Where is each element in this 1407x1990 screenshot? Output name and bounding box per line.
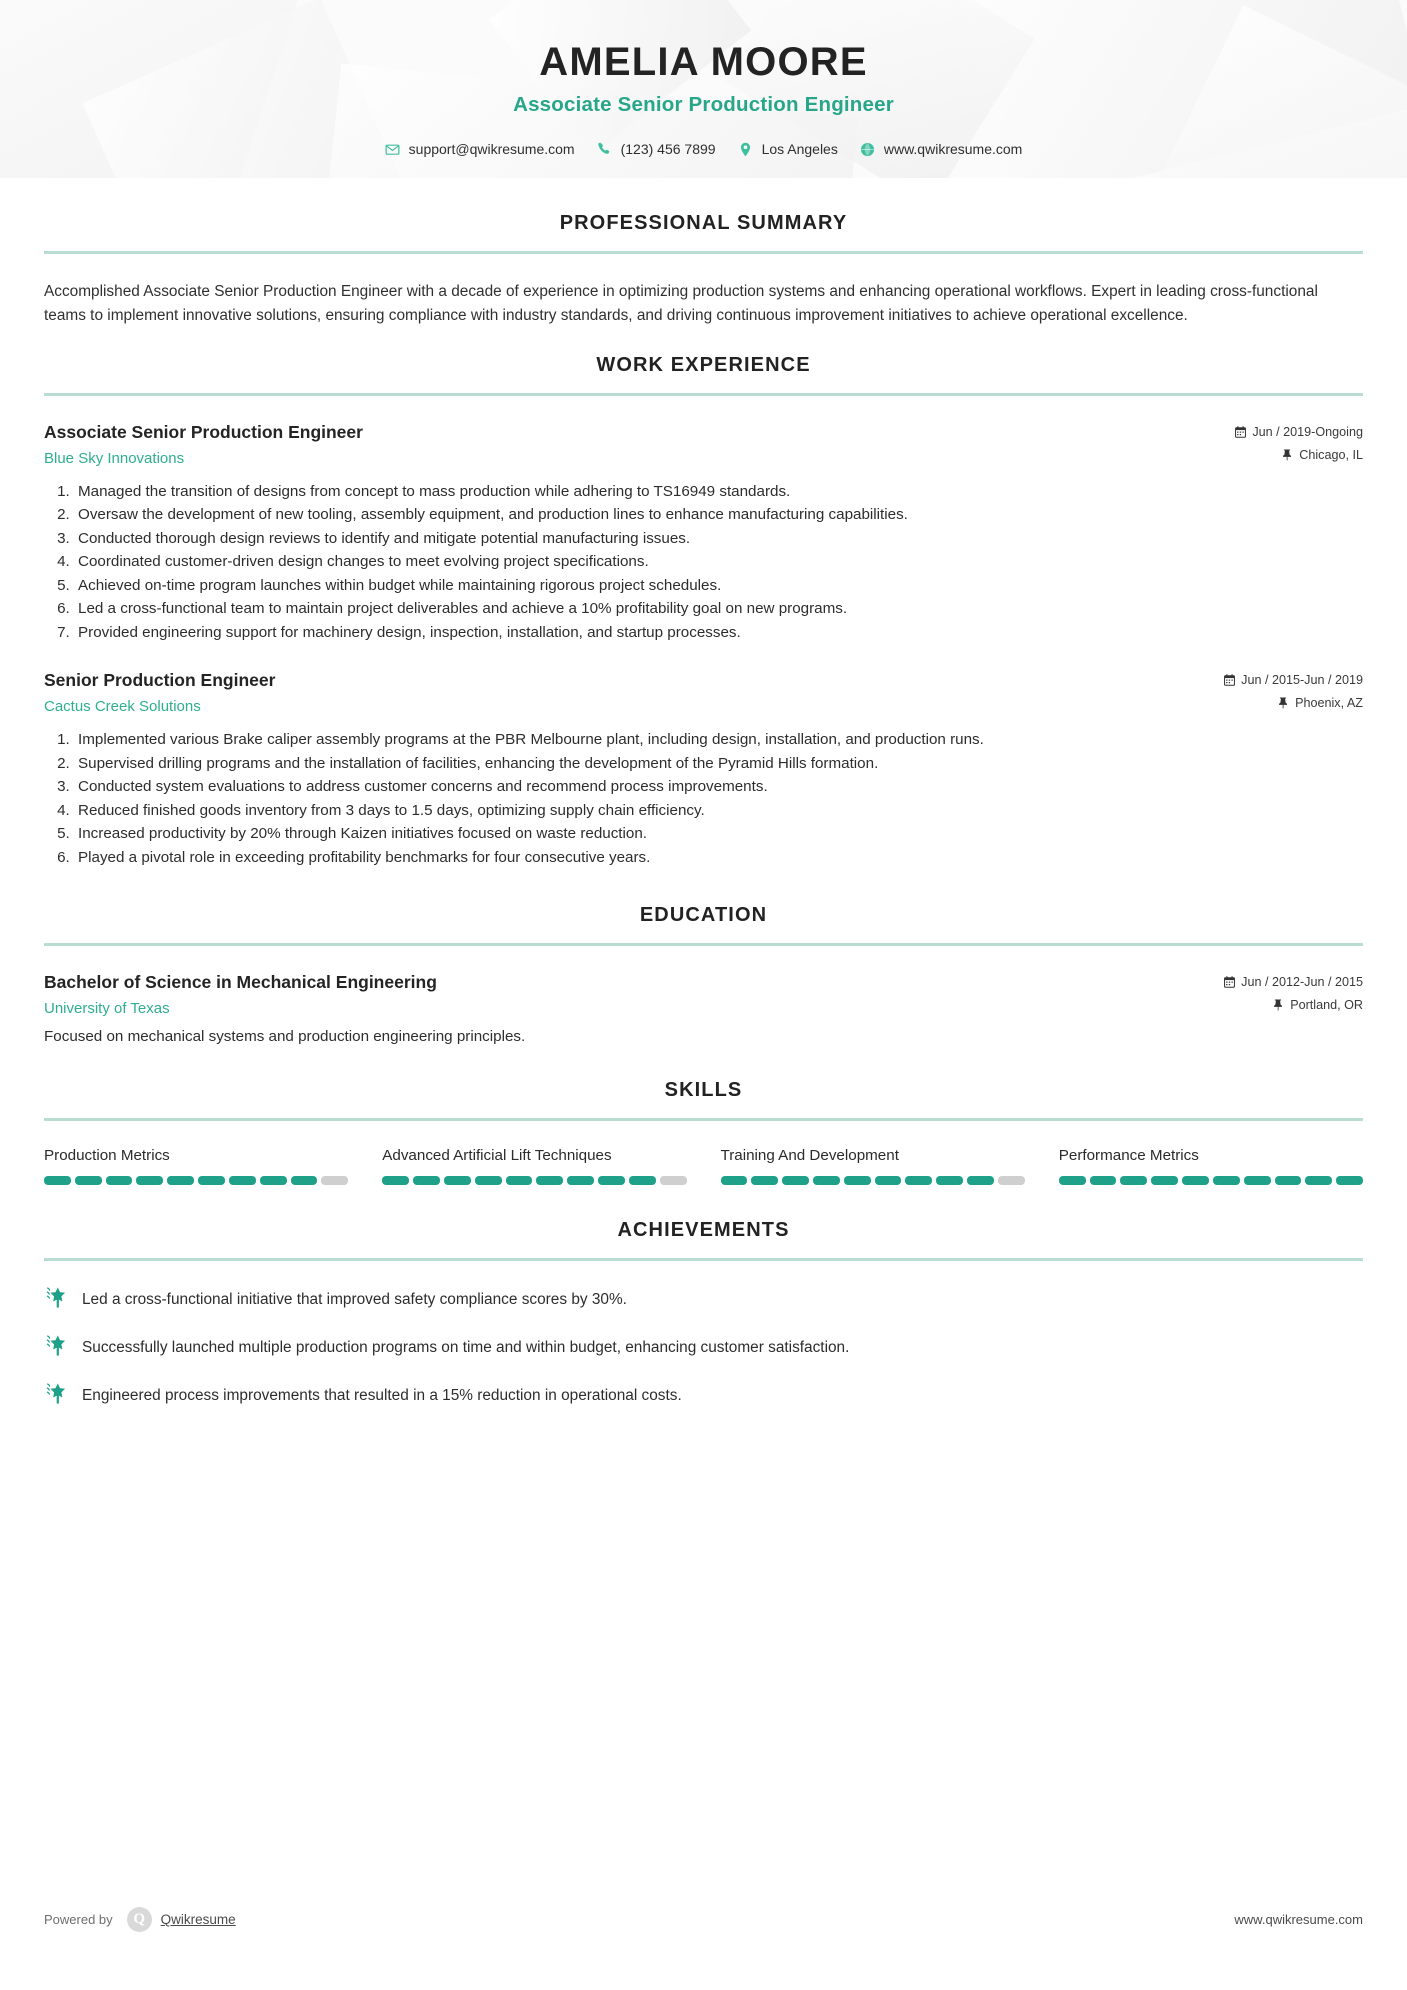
skill-segment-filled <box>1182 1176 1209 1185</box>
skill-item <box>721 1145 1025 1185</box>
skill-segment-filled <box>751 1176 778 1185</box>
skill-label: Production Metrics <box>44 1146 170 1164</box>
skill-rating-bar <box>44 1176 348 1185</box>
achievement-item <box>44 1287 1363 1311</box>
skill-segment-filled <box>567 1176 594 1185</box>
skill-segment-empty <box>321 1176 348 1185</box>
job-bullet: 4. Reduced finished goods inventory from 3 days to 1.5 days, optimizing supply chain efficiency. <box>74 800 1363 823</box>
job-location <box>1234 448 1363 462</box>
skill-segment-filled <box>382 1176 409 1185</box>
company-name: Blue Sky Innovations <box>44 449 185 467</box>
contact-email[interactable] <box>385 141 575 157</box>
skill-segment-filled <box>260 1176 287 1185</box>
star-badge-icon <box>44 1381 68 1405</box>
education-location <box>1223 998 1363 1012</box>
skill-segment-filled <box>844 1176 871 1185</box>
skill-segment-filled <box>1336 1176 1363 1185</box>
job-bullet: 1. Implemented various Brake caliper assembly programs at the PBR Melbourne plant, including design, installation, and production runs. <box>74 729 1363 752</box>
contact-row <box>0 141 1407 157</box>
job-bullet: 3. Conducted system evaluations to address customer concerns and recommend process improvements. <box>74 776 1363 799</box>
achievement-item <box>44 1383 1363 1407</box>
job-bullet: 6. Led a cross-functional team to maintain project deliverables and achieve a 10% profitability goal on new programs. <box>74 598 1363 621</box>
skill-segment-filled <box>1090 1176 1117 1185</box>
phone-icon <box>597 142 612 157</box>
email-icon <box>385 142 400 157</box>
job-bullet-list <box>44 729 1363 869</box>
skill-segment-filled <box>1305 1176 1332 1185</box>
achievement-item <box>44 1335 1363 1359</box>
job-location-text: Chicago, IL <box>1299 447 1363 462</box>
section-divider <box>44 393 1363 396</box>
skill-segment-filled <box>413 1176 440 1185</box>
job-bullet: 2. Supervised drilling programs and the installation of facilities, enhancing the development of the Pyramid Hills formation. <box>74 753 1363 776</box>
skill-segment-filled <box>1244 1176 1271 1185</box>
pushpin-icon <box>1277 697 1289 709</box>
skill-label: Advanced Artificial Lift Techniques <box>382 1146 612 1164</box>
contact-email-text: support@qwikresume.com <box>408 141 575 157</box>
contact-website[interactable] <box>860 141 1022 157</box>
skill-label: Training And Development <box>720 1146 899 1164</box>
job-bullet: 1. Managed the transition of designs from concept to mass production while adhering to TS16949 standards. <box>74 481 1363 504</box>
section-title: EDUCATION <box>639 904 768 926</box>
section-title: WORK EXPERIENCE <box>596 353 811 376</box>
skill-segment-filled <box>721 1176 748 1185</box>
contact-website-text: www.qwikresume.com <box>883 141 1023 157</box>
skill-segment-filled <box>475 1176 502 1185</box>
skill-segment-filled <box>106 1176 133 1185</box>
section-education <box>44 904 1363 1045</box>
section-skills <box>44 1079 1363 1185</box>
section-title: ACHIEVEMENTS <box>617 1218 790 1241</box>
job-location-text: Phoenix, AZ <box>1295 696 1363 711</box>
job-location <box>1223 696 1363 710</box>
pushpin-icon <box>1272 999 1284 1011</box>
skill-segment-filled <box>905 1176 932 1185</box>
skill-segment-filled <box>291 1176 318 1185</box>
section-title: PROFESSIONAL SUMMARY <box>559 212 848 234</box>
skill-rating-bar <box>382 1176 686 1185</box>
achievement-text: Engineered process improvements that resulted in a 15% reduction in operational costs. <box>82 1386 682 1404</box>
contact-phone-text: (123) 456 7899 <box>620 141 716 157</box>
section-achievements <box>44 1219 1363 1407</box>
section-professional-summary <box>44 212 1363 328</box>
achievement-text: Successfully launched multiple production programs on time and within budget, enhancing customer satisfaction. <box>82 1338 850 1356</box>
skill-item <box>1059 1145 1363 1185</box>
job-bullet: 5. Achieved on-time program launches within budget while maintaining rigorous project schedules. <box>74 575 1363 598</box>
candidate-job-title: Associate Senior Production Engineer <box>513 93 894 116</box>
candidate-name: AMELIA MOORE <box>539 40 868 84</box>
skill-segment-filled <box>875 1176 902 1185</box>
calendar-icon <box>1223 674 1235 686</box>
skill-segment-filled <box>506 1176 533 1185</box>
achievement-list <box>44 1287 1363 1407</box>
calendar-icon <box>1223 976 1235 988</box>
skill-segment-filled <box>1059 1176 1086 1185</box>
work-entry <box>44 670 1363 869</box>
work-entry <box>44 422 1363 644</box>
star-badge-icon <box>44 1285 68 1309</box>
page-footer <box>44 1907 1363 1932</box>
section-title: SKILLS <box>664 1078 743 1101</box>
skill-segment-filled <box>136 1176 163 1185</box>
section-divider <box>44 251 1363 254</box>
job-dates-text: Jun / 2019-Ongoing <box>1252 424 1363 439</box>
job-dates <box>1223 673 1363 687</box>
calendar-icon <box>1234 426 1246 438</box>
job-bullet: 2. Oversaw the development of new tooling, assembly equipment, and production lines to enhance manufacturing capabilities. <box>74 504 1363 527</box>
education-dates <box>1223 975 1363 989</box>
skill-segment-filled <box>444 1176 471 1185</box>
skill-segment-filled <box>967 1176 994 1185</box>
section-work-experience <box>44 354 1363 869</box>
achievement-text: Led a cross-functional initiative that improved safety compliance scores by 30%. <box>82 1290 627 1308</box>
education-entry <box>44 972 1363 1045</box>
skill-item <box>44 1145 348 1185</box>
skill-item <box>382 1145 686 1185</box>
skill-segment-filled <box>782 1176 809 1185</box>
star-badge-icon <box>44 1333 68 1357</box>
skill-rating-bar <box>1059 1176 1363 1185</box>
skill-segment-filled <box>536 1176 563 1185</box>
section-divider <box>44 1258 1363 1261</box>
skill-segment-filled <box>167 1176 194 1185</box>
job-title: Associate Senior Production Engineer <box>44 421 363 442</box>
skill-segment-filled <box>44 1176 71 1185</box>
job-bullet: 3. Conducted thorough design reviews to identify and mitigate potential manufacturing issues. <box>74 528 1363 551</box>
skill-segment-filled <box>598 1176 625 1185</box>
job-title: Senior Production Engineer <box>44 670 276 691</box>
header-banner <box>0 0 1407 178</box>
skill-segment-filled <box>75 1176 102 1185</box>
education-note: Focused on mechanical systems and production engineering principles. <box>44 1027 526 1045</box>
job-bullet: 7. Provided engineering support for machinery design, inspection, installation, and startup processes. <box>74 622 1363 645</box>
degree-title: Bachelor of Science in Mechanical Engineering <box>44 972 437 992</box>
globe-icon <box>860 142 875 157</box>
job-dates-text: Jun / 2015-Jun / 2019 <box>1241 673 1363 688</box>
skills-grid <box>44 1145 1363 1185</box>
school-name: University of Texas <box>44 999 170 1017</box>
contact-location <box>738 141 838 157</box>
skill-segment-filled <box>936 1176 963 1185</box>
skill-segment-filled <box>1151 1176 1178 1185</box>
skill-segment-filled <box>813 1176 840 1185</box>
qwikresume-logo-icon: Q <box>127 1907 152 1932</box>
education-location-text: Portland, OR <box>1290 998 1363 1012</box>
pushpin-icon <box>1281 449 1293 461</box>
footer-website[interactable]: www.qwikresume.com <box>1234 1912 1363 1927</box>
section-divider <box>44 1118 1363 1121</box>
powered-by-label: Powered by <box>44 1912 113 1927</box>
skill-segment-filled <box>629 1176 656 1185</box>
skill-segment-empty <box>660 1176 687 1185</box>
job-dates <box>1234 425 1363 439</box>
summary-paragraph: Accomplished Associate Senior Production Engineer with a decade of experience in optimizing production systems and enhancing operational workflows. Expert in leading cross-functional teams to implement innovative solutions, ensuring compliance with industry standards, and driving continuous improvement initiatives to achieve operational excellence. <box>44 283 1318 324</box>
job-bullet-list <box>44 481 1363 645</box>
skill-segment-filled <box>1120 1176 1147 1185</box>
skill-segment-filled <box>1213 1176 1240 1185</box>
education-dates-text: Jun / 2012-Jun / 2015 <box>1241 975 1363 989</box>
skill-segment-empty <box>998 1176 1025 1185</box>
section-divider <box>44 943 1363 946</box>
qwikresume-brand-link[interactable]: Qwikresume <box>160 1912 236 1927</box>
skill-label: Performance Metrics <box>1058 1146 1199 1164</box>
location-pin-icon <box>738 142 753 157</box>
contact-phone[interactable] <box>597 141 716 157</box>
company-name: Cactus Creek Solutions <box>44 698 201 715</box>
job-bullet: 4. Coordinated customer-driven design changes to meet evolving project specifications. <box>74 551 1363 574</box>
skill-segment-filled <box>198 1176 225 1185</box>
skill-segment-filled <box>229 1176 256 1185</box>
job-bullet: 5. Increased productivity by 20% through Kaizen initiatives focused on waste reduction. <box>74 823 1363 846</box>
skill-segment-filled <box>1275 1176 1302 1185</box>
skill-rating-bar <box>721 1176 1025 1185</box>
job-bullet: 6. Played a pivotal role in exceeding profitability benchmarks for four consecutive years. <box>74 847 1363 870</box>
contact-location-text: Los Angeles <box>761 141 838 157</box>
